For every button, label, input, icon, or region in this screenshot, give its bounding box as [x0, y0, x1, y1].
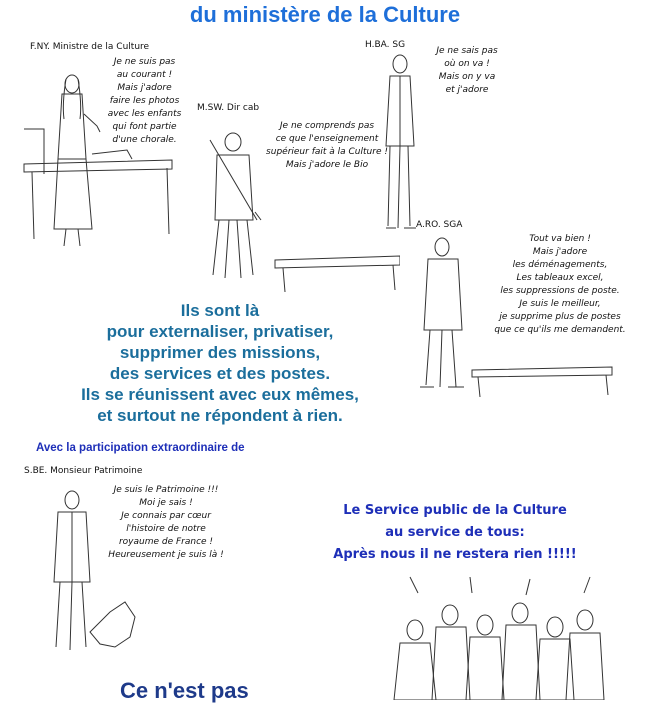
footer-text: Ce n'est pas — [120, 678, 249, 703]
sketch-crowd — [370, 575, 630, 700]
caption-fny: F.NY. Ministre de la Culture — [30, 42, 150, 52]
participation-text: Avec la participation extraordinaire de — [36, 442, 245, 454]
caption-sbe: S.BE. Monsieur Patrimoine — [24, 466, 143, 476]
speech-aro: Tout va bien ! Mais j'adore les déménagements, Les tableaux excel, les suppressions de poste. Je suis le meilleur, je supprime plus de postes que ce qu'ils me demandent. — [494, 234, 626, 335]
panel-fny — [22, 34, 197, 254]
caption-msw: M.SW. Dir cab — [197, 103, 260, 113]
panel-aro — [412, 215, 632, 400]
statement-text: Ils sont là pour externaliser, privatiser, supprimer des missions, des services et des postes. Ils se réunissent avec eux mêmes, et surtout ne répondent à rien. — [81, 301, 359, 425]
speech-sbe: Je suis le Patrimoine !!! Moi je sais ! Je connais par cœur l'histoire de notre royaume de France ! Heureusement je suis là ! — [108, 485, 224, 560]
speech-fny: Je ne suis pas au courant ! Mais j'adore faire les photos avec les enfants qui font partie d'une chorale. — [107, 57, 182, 145]
speech-hba: Je ne sais pas où on va ! Mais on y va et j'adore — [436, 46, 498, 95]
caption-hba: H.BA. SG — [365, 40, 406, 50]
caption-aro: A.RO. SGA — [416, 220, 463, 230]
page-title: du ministère de la Culture — [189, 2, 461, 27]
speech-msw: Je ne comprends pas ce que l'enseignement supérieur fait à la Culture ! Mais j'adore le Bio — [266, 121, 388, 170]
panel-sbe — [20, 462, 255, 662]
service-public-text: Le Service public de la Culture au service de tous: Après nous il ne restera rien !!!!! — [333, 503, 577, 562]
